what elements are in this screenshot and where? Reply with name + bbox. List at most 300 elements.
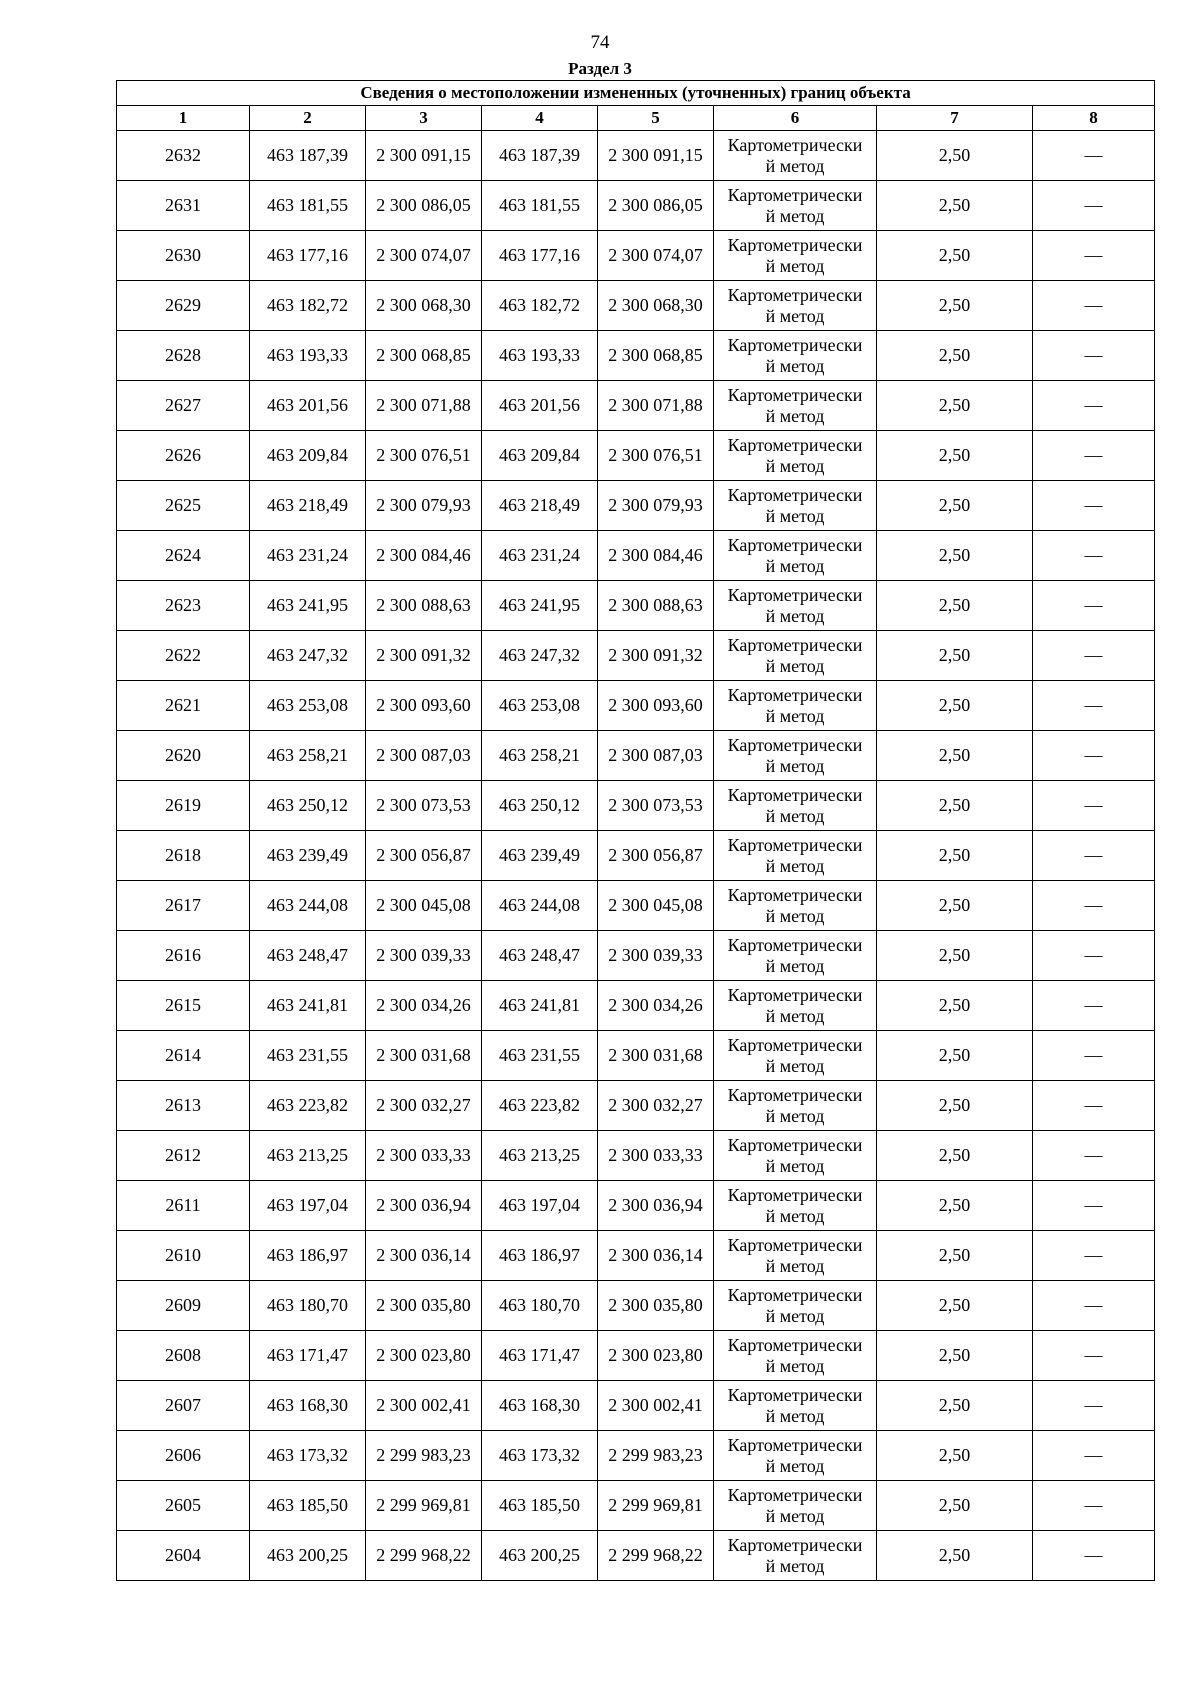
method-cell	[714, 1081, 877, 1131]
description-cell: —	[1033, 1531, 1155, 1581]
x-existing-cell: 463 185,50	[250, 1481, 366, 1531]
x-existing-cell: 463 173,32	[250, 1431, 366, 1481]
accuracy-cell: 2,50	[877, 1331, 1033, 1381]
y-new-cell: 2 300 023,80	[598, 1331, 714, 1381]
description-cell: —	[1033, 881, 1155, 931]
table-row	[117, 131, 1155, 181]
method-text: й метод	[765, 1305, 825, 1326]
y-existing-cell: 2 300 076,51	[366, 431, 482, 481]
x-new-cell: 463 231,24	[482, 531, 598, 581]
method-cell	[714, 781, 877, 831]
accuracy-cell: 2,50	[877, 1081, 1033, 1131]
y-existing-cell: 2 300 091,32	[366, 631, 482, 681]
description-cell: —	[1033, 1231, 1155, 1281]
accuracy-cell: 2,50	[877, 181, 1033, 231]
table-caption-row	[117, 81, 1155, 106]
accuracy-cell: 2,50	[877, 1481, 1033, 1531]
description-cell: —	[1033, 781, 1155, 831]
method-text: й метод	[765, 1055, 825, 1076]
x-new-cell: 463 241,81	[482, 981, 598, 1031]
point-number-cell: 2629	[117, 281, 250, 331]
table-row	[117, 1181, 1155, 1231]
y-new-cell: 2 299 969,81	[598, 1481, 714, 1531]
method-text: Картометрически	[727, 434, 863, 455]
x-existing-cell: 463 241,81	[250, 981, 366, 1031]
description-cell: —	[1033, 531, 1155, 581]
table-row	[117, 1381, 1155, 1431]
table-row	[117, 1231, 1155, 1281]
y-existing-cell: 2 300 034,26	[366, 981, 482, 1031]
accuracy-cell: 2,50	[877, 981, 1033, 1031]
description-cell: —	[1033, 1131, 1155, 1181]
accuracy-cell: 2,50	[877, 681, 1033, 731]
y-new-cell: 2 300 002,41	[598, 1381, 714, 1431]
y-new-cell: 2 300 036,14	[598, 1231, 714, 1281]
y-existing-cell: 2 300 033,33	[366, 1131, 482, 1181]
x-existing-cell: 463 200,25	[250, 1531, 366, 1581]
method-text: Картометрически	[727, 584, 863, 605]
method-text: Картометрически	[727, 1434, 863, 1455]
x-new-cell: 463 197,04	[482, 1181, 598, 1231]
point-number-cell: 2628	[117, 331, 250, 381]
table-row	[117, 1531, 1155, 1581]
method-cell	[714, 281, 877, 331]
method-text: Картометрически	[727, 334, 863, 355]
method-text: Картометрически	[727, 234, 863, 255]
y-existing-cell: 2 300 032,27	[366, 1081, 482, 1131]
method-text: й метод	[765, 755, 825, 776]
description-cell: —	[1033, 981, 1155, 1031]
x-new-cell: 463 182,72	[482, 281, 598, 331]
point-number-cell: 2608	[117, 1331, 250, 1381]
column-header: 3	[366, 106, 482, 131]
x-new-cell: 463 244,08	[482, 881, 598, 931]
x-existing-cell: 463 177,16	[250, 231, 366, 281]
accuracy-cell: 2,50	[877, 131, 1033, 181]
point-number-cell: 2611	[117, 1181, 250, 1231]
method-text: Картометрически	[727, 1084, 863, 1105]
y-new-cell: 2 300 031,68	[598, 1031, 714, 1081]
description-cell: —	[1033, 381, 1155, 431]
y-existing-cell: 2 299 969,81	[366, 1481, 482, 1531]
method-text: й метод	[765, 1105, 825, 1126]
accuracy-cell: 2,50	[877, 731, 1033, 781]
accuracy-cell: 2,50	[877, 881, 1033, 931]
table-row	[117, 1431, 1155, 1481]
x-new-cell: 463 200,25	[482, 1531, 598, 1581]
x-existing-cell: 463 193,33	[250, 331, 366, 381]
table-row	[117, 381, 1155, 431]
table-row	[117, 1131, 1155, 1181]
x-new-cell: 463 239,49	[482, 831, 598, 881]
point-number-cell: 2614	[117, 1031, 250, 1081]
table-row	[117, 581, 1155, 631]
y-existing-cell: 2 300 073,53	[366, 781, 482, 831]
method-text: й метод	[765, 455, 825, 476]
y-existing-cell: 2 300 071,88	[366, 381, 482, 431]
x-new-cell: 463 258,21	[482, 731, 598, 781]
method-cell	[714, 181, 877, 231]
column-header: 6	[714, 106, 877, 131]
column-header: 5	[598, 106, 714, 131]
method-text: й метод	[765, 555, 825, 576]
point-number-cell: 2613	[117, 1081, 250, 1131]
method-cell	[714, 631, 877, 681]
description-cell: —	[1033, 581, 1155, 631]
x-new-cell: 463 181,55	[482, 181, 598, 231]
method-text: Картометрически	[727, 1234, 863, 1255]
table-row	[117, 331, 1155, 381]
point-number-cell: 2624	[117, 531, 250, 581]
table-row	[117, 781, 1155, 831]
description-cell: —	[1033, 1481, 1155, 1531]
y-new-cell: 2 299 983,23	[598, 1431, 714, 1481]
method-text: й метод	[765, 1005, 825, 1026]
x-existing-cell: 463 248,47	[250, 931, 366, 981]
table-row	[117, 231, 1155, 281]
x-existing-cell: 463 180,70	[250, 1281, 366, 1331]
x-existing-cell: 463 241,95	[250, 581, 366, 631]
table-row	[117, 481, 1155, 531]
x-existing-cell: 463 213,25	[250, 1131, 366, 1181]
y-existing-cell: 2 300 002,41	[366, 1381, 482, 1431]
method-text: Картометрически	[727, 734, 863, 755]
x-new-cell: 463 180,70	[482, 1281, 598, 1331]
method-text: й метод	[765, 1405, 825, 1426]
description-cell: —	[1033, 1331, 1155, 1381]
y-existing-cell: 2 300 087,03	[366, 731, 482, 781]
method-text: й метод	[765, 1455, 825, 1476]
point-number-cell: 2632	[117, 131, 250, 181]
table-row	[117, 181, 1155, 231]
x-existing-cell: 463 239,49	[250, 831, 366, 881]
method-cell	[714, 231, 877, 281]
point-number-cell: 2612	[117, 1131, 250, 1181]
method-cell	[714, 931, 877, 981]
table-row	[117, 281, 1155, 331]
y-new-cell: 2 300 071,88	[598, 381, 714, 431]
point-number-cell: 2627	[117, 381, 250, 431]
accuracy-cell: 2,50	[877, 781, 1033, 831]
column-number-row	[117, 106, 1155, 131]
y-existing-cell: 2 300 036,94	[366, 1181, 482, 1231]
coordinates-table	[116, 80, 1155, 1581]
description-cell: —	[1033, 931, 1155, 981]
method-text: й метод	[765, 1505, 825, 1526]
description-cell: —	[1033, 831, 1155, 881]
method-text: й метод	[765, 1255, 825, 1276]
y-new-cell: 2 300 084,46	[598, 531, 714, 581]
x-existing-cell: 463 218,49	[250, 481, 366, 531]
y-existing-cell: 2 300 068,30	[366, 281, 482, 331]
section-title: Раздел 3	[568, 59, 632, 78]
accuracy-cell: 2,50	[877, 1381, 1033, 1431]
x-new-cell: 463 177,16	[482, 231, 598, 281]
method-text: й метод	[765, 605, 825, 626]
y-new-cell: 2 300 074,07	[598, 231, 714, 281]
method-text: й метод	[765, 1355, 825, 1376]
accuracy-cell: 2,50	[877, 1181, 1033, 1231]
description-cell: —	[1033, 631, 1155, 681]
column-header: 8	[1033, 106, 1155, 131]
y-existing-cell: 2 300 031,68	[366, 1031, 482, 1081]
table-row	[117, 631, 1155, 681]
method-cell	[714, 1031, 877, 1081]
point-number-cell: 2610	[117, 1231, 250, 1281]
method-text: й метод	[765, 1205, 825, 1226]
description-cell: —	[1033, 1181, 1155, 1231]
method-text: Картометрически	[727, 1134, 863, 1155]
column-header: 2	[250, 106, 366, 131]
method-text: й метод	[765, 855, 825, 876]
y-existing-cell: 2 300 086,05	[366, 181, 482, 231]
method-text: Картометрически	[727, 384, 863, 405]
method-text: й метод	[765, 505, 825, 526]
method-text: Картометрически	[727, 634, 863, 655]
x-new-cell: 463 248,47	[482, 931, 598, 981]
method-text: й метод	[765, 1555, 825, 1576]
point-number-cell: 2620	[117, 731, 250, 781]
method-text: й метод	[765, 805, 825, 826]
method-cell	[714, 1131, 877, 1181]
point-number-cell: 2617	[117, 881, 250, 931]
x-new-cell: 463 231,55	[482, 1031, 598, 1081]
y-new-cell: 2 300 068,85	[598, 331, 714, 381]
x-new-cell: 463 168,30	[482, 1381, 598, 1431]
y-existing-cell: 2 299 968,22	[366, 1531, 482, 1581]
x-new-cell: 463 171,47	[482, 1331, 598, 1381]
x-new-cell: 463 213,25	[482, 1131, 598, 1181]
x-existing-cell: 463 209,84	[250, 431, 366, 481]
y-new-cell: 2 300 034,26	[598, 981, 714, 1031]
method-text: й метод	[765, 405, 825, 426]
method-text: й метод	[765, 905, 825, 926]
table-row	[117, 1031, 1155, 1081]
column-header: 1	[117, 106, 250, 131]
accuracy-cell: 2,50	[877, 1531, 1033, 1581]
y-existing-cell: 2 299 983,23	[366, 1431, 482, 1481]
method-text: й метод	[765, 1155, 825, 1176]
method-cell	[714, 1431, 877, 1481]
method-cell	[714, 731, 877, 781]
description-cell: —	[1033, 1431, 1155, 1481]
table-row	[117, 1331, 1155, 1381]
y-new-cell: 2 300 088,63	[598, 581, 714, 631]
method-text: Картометрически	[727, 1184, 863, 1205]
description-cell: —	[1033, 281, 1155, 331]
accuracy-cell: 2,50	[877, 1431, 1033, 1481]
method-text: Картометрически	[727, 1534, 863, 1555]
method-cell	[714, 1331, 877, 1381]
description-cell: —	[1033, 181, 1155, 231]
method-cell	[714, 481, 877, 531]
description-cell: —	[1033, 431, 1155, 481]
accuracy-cell: 2,50	[877, 1131, 1033, 1181]
method-text: Картометрически	[727, 1334, 863, 1355]
x-new-cell: 463 250,12	[482, 781, 598, 831]
method-cell	[714, 681, 877, 731]
table-row	[117, 531, 1155, 581]
table-row	[117, 1081, 1155, 1131]
x-existing-cell: 463 168,30	[250, 1381, 366, 1431]
description-cell: —	[1033, 1281, 1155, 1331]
method-text: Картометрически	[727, 984, 863, 1005]
description-cell: —	[1033, 1031, 1155, 1081]
point-number-cell: 2607	[117, 1381, 250, 1431]
point-number-cell: 2626	[117, 431, 250, 481]
method-cell	[714, 1281, 877, 1331]
method-cell	[714, 131, 877, 181]
method-text: й метод	[765, 705, 825, 726]
x-new-cell: 463 253,08	[482, 681, 598, 731]
method-text: Картометрически	[727, 1034, 863, 1055]
method-cell	[714, 1531, 877, 1581]
column-header: 7	[877, 106, 1033, 131]
y-existing-cell: 2 300 084,46	[366, 531, 482, 581]
accuracy-cell: 2,50	[877, 381, 1033, 431]
description-cell: —	[1033, 131, 1155, 181]
y-new-cell: 2 300 087,03	[598, 731, 714, 781]
y-new-cell: 2 300 086,05	[598, 181, 714, 231]
method-cell	[714, 331, 877, 381]
y-existing-cell: 2 300 091,15	[366, 131, 482, 181]
x-existing-cell: 463 231,24	[250, 531, 366, 581]
method-text: Картометрически	[727, 1384, 863, 1405]
accuracy-cell: 2,50	[877, 931, 1033, 981]
description-cell: —	[1033, 681, 1155, 731]
y-existing-cell: 2 300 035,80	[366, 1281, 482, 1331]
y-new-cell: 2 299 968,22	[598, 1531, 714, 1581]
accuracy-cell: 2,50	[877, 331, 1033, 381]
point-number-cell: 2605	[117, 1481, 250, 1531]
accuracy-cell: 2,50	[877, 281, 1033, 331]
accuracy-cell: 2,50	[877, 581, 1033, 631]
accuracy-cell: 2,50	[877, 1281, 1033, 1331]
method-text: й метод	[765, 305, 825, 326]
method-text: Картометрически	[727, 1484, 863, 1505]
x-new-cell: 463 185,50	[482, 1481, 598, 1531]
method-cell	[714, 1231, 877, 1281]
x-existing-cell: 463 258,21	[250, 731, 366, 781]
y-new-cell: 2 300 091,32	[598, 631, 714, 681]
x-existing-cell: 463 186,97	[250, 1231, 366, 1281]
point-number-cell: 2609	[117, 1281, 250, 1331]
y-existing-cell: 2 300 068,85	[366, 331, 482, 381]
x-new-cell: 463 193,33	[482, 331, 598, 381]
x-new-cell: 463 186,97	[482, 1231, 598, 1281]
accuracy-cell: 2,50	[877, 631, 1033, 681]
point-number-cell: 2625	[117, 481, 250, 531]
table-row	[117, 1481, 1155, 1531]
table-body	[117, 131, 1155, 1581]
y-existing-cell: 2 300 056,87	[366, 831, 482, 881]
method-text: Картометрически	[727, 934, 863, 955]
x-existing-cell: 463 250,12	[250, 781, 366, 831]
table-row	[117, 981, 1155, 1031]
description-cell: —	[1033, 231, 1155, 281]
x-new-cell: 463 187,39	[482, 131, 598, 181]
description-cell: —	[1033, 731, 1155, 781]
column-header: 4	[482, 106, 598, 131]
x-new-cell: 463 241,95	[482, 581, 598, 631]
x-existing-cell: 463 187,39	[250, 131, 366, 181]
x-existing-cell: 463 253,08	[250, 681, 366, 731]
accuracy-cell: 2,50	[877, 431, 1033, 481]
y-new-cell: 2 300 032,27	[598, 1081, 714, 1131]
point-number-cell: 2621	[117, 681, 250, 731]
table-row	[117, 931, 1155, 981]
method-cell	[714, 381, 877, 431]
method-text: Картометрически	[727, 1284, 863, 1305]
method-cell	[714, 881, 877, 931]
accuracy-cell: 2,50	[877, 1231, 1033, 1281]
method-text: й метод	[765, 355, 825, 376]
method-text: й метод	[765, 205, 825, 226]
description-cell: —	[1033, 1381, 1155, 1431]
accuracy-cell: 2,50	[877, 231, 1033, 281]
table-row	[117, 431, 1155, 481]
table-row	[117, 731, 1155, 781]
method-text: й метод	[765, 655, 825, 676]
y-new-cell: 2 300 033,33	[598, 1131, 714, 1181]
point-number-cell: 2622	[117, 631, 250, 681]
method-text: Картометрически	[727, 484, 863, 505]
y-existing-cell: 2 300 045,08	[366, 881, 482, 931]
accuracy-cell: 2,50	[877, 1031, 1033, 1081]
x-existing-cell: 463 223,82	[250, 1081, 366, 1131]
description-cell: —	[1033, 331, 1155, 381]
x-existing-cell: 463 244,08	[250, 881, 366, 931]
method-text: й метод	[765, 155, 825, 176]
point-number-cell: 2616	[117, 931, 250, 981]
y-new-cell: 2 300 036,94	[598, 1181, 714, 1231]
method-text: Картометрически	[727, 284, 863, 305]
method-cell	[714, 531, 877, 581]
point-number-cell: 2606	[117, 1431, 250, 1481]
y-existing-cell: 2 300 036,14	[366, 1231, 482, 1281]
accuracy-cell: 2,50	[877, 831, 1033, 881]
point-number-cell: 2630	[117, 231, 250, 281]
accuracy-cell: 2,50	[877, 481, 1033, 531]
x-existing-cell: 463 247,32	[250, 631, 366, 681]
method-text: й метод	[765, 955, 825, 976]
table-row	[117, 831, 1155, 881]
method-text: Картометрически	[727, 684, 863, 705]
point-number-cell: 2615	[117, 981, 250, 1031]
method-cell	[714, 1381, 877, 1431]
y-existing-cell: 2 300 093,60	[366, 681, 482, 731]
method-cell	[714, 1481, 877, 1531]
point-number-cell: 2619	[117, 781, 250, 831]
x-existing-cell: 463 181,55	[250, 181, 366, 231]
table-row	[117, 1281, 1155, 1331]
table-row	[117, 881, 1155, 931]
point-number-cell: 2618	[117, 831, 250, 881]
x-new-cell: 463 247,32	[482, 631, 598, 681]
y-new-cell: 2 300 091,15	[598, 131, 714, 181]
y-new-cell: 2 300 056,87	[598, 831, 714, 881]
y-existing-cell: 2 300 088,63	[366, 581, 482, 631]
method-cell	[714, 831, 877, 881]
y-new-cell: 2 300 045,08	[598, 881, 714, 931]
y-existing-cell: 2 300 023,80	[366, 1331, 482, 1381]
method-text: Картометрически	[727, 834, 863, 855]
x-existing-cell: 463 231,55	[250, 1031, 366, 1081]
y-existing-cell: 2 300 079,93	[366, 481, 482, 531]
y-new-cell: 2 300 039,33	[598, 931, 714, 981]
method-cell	[714, 981, 877, 1031]
x-new-cell: 463 218,49	[482, 481, 598, 531]
